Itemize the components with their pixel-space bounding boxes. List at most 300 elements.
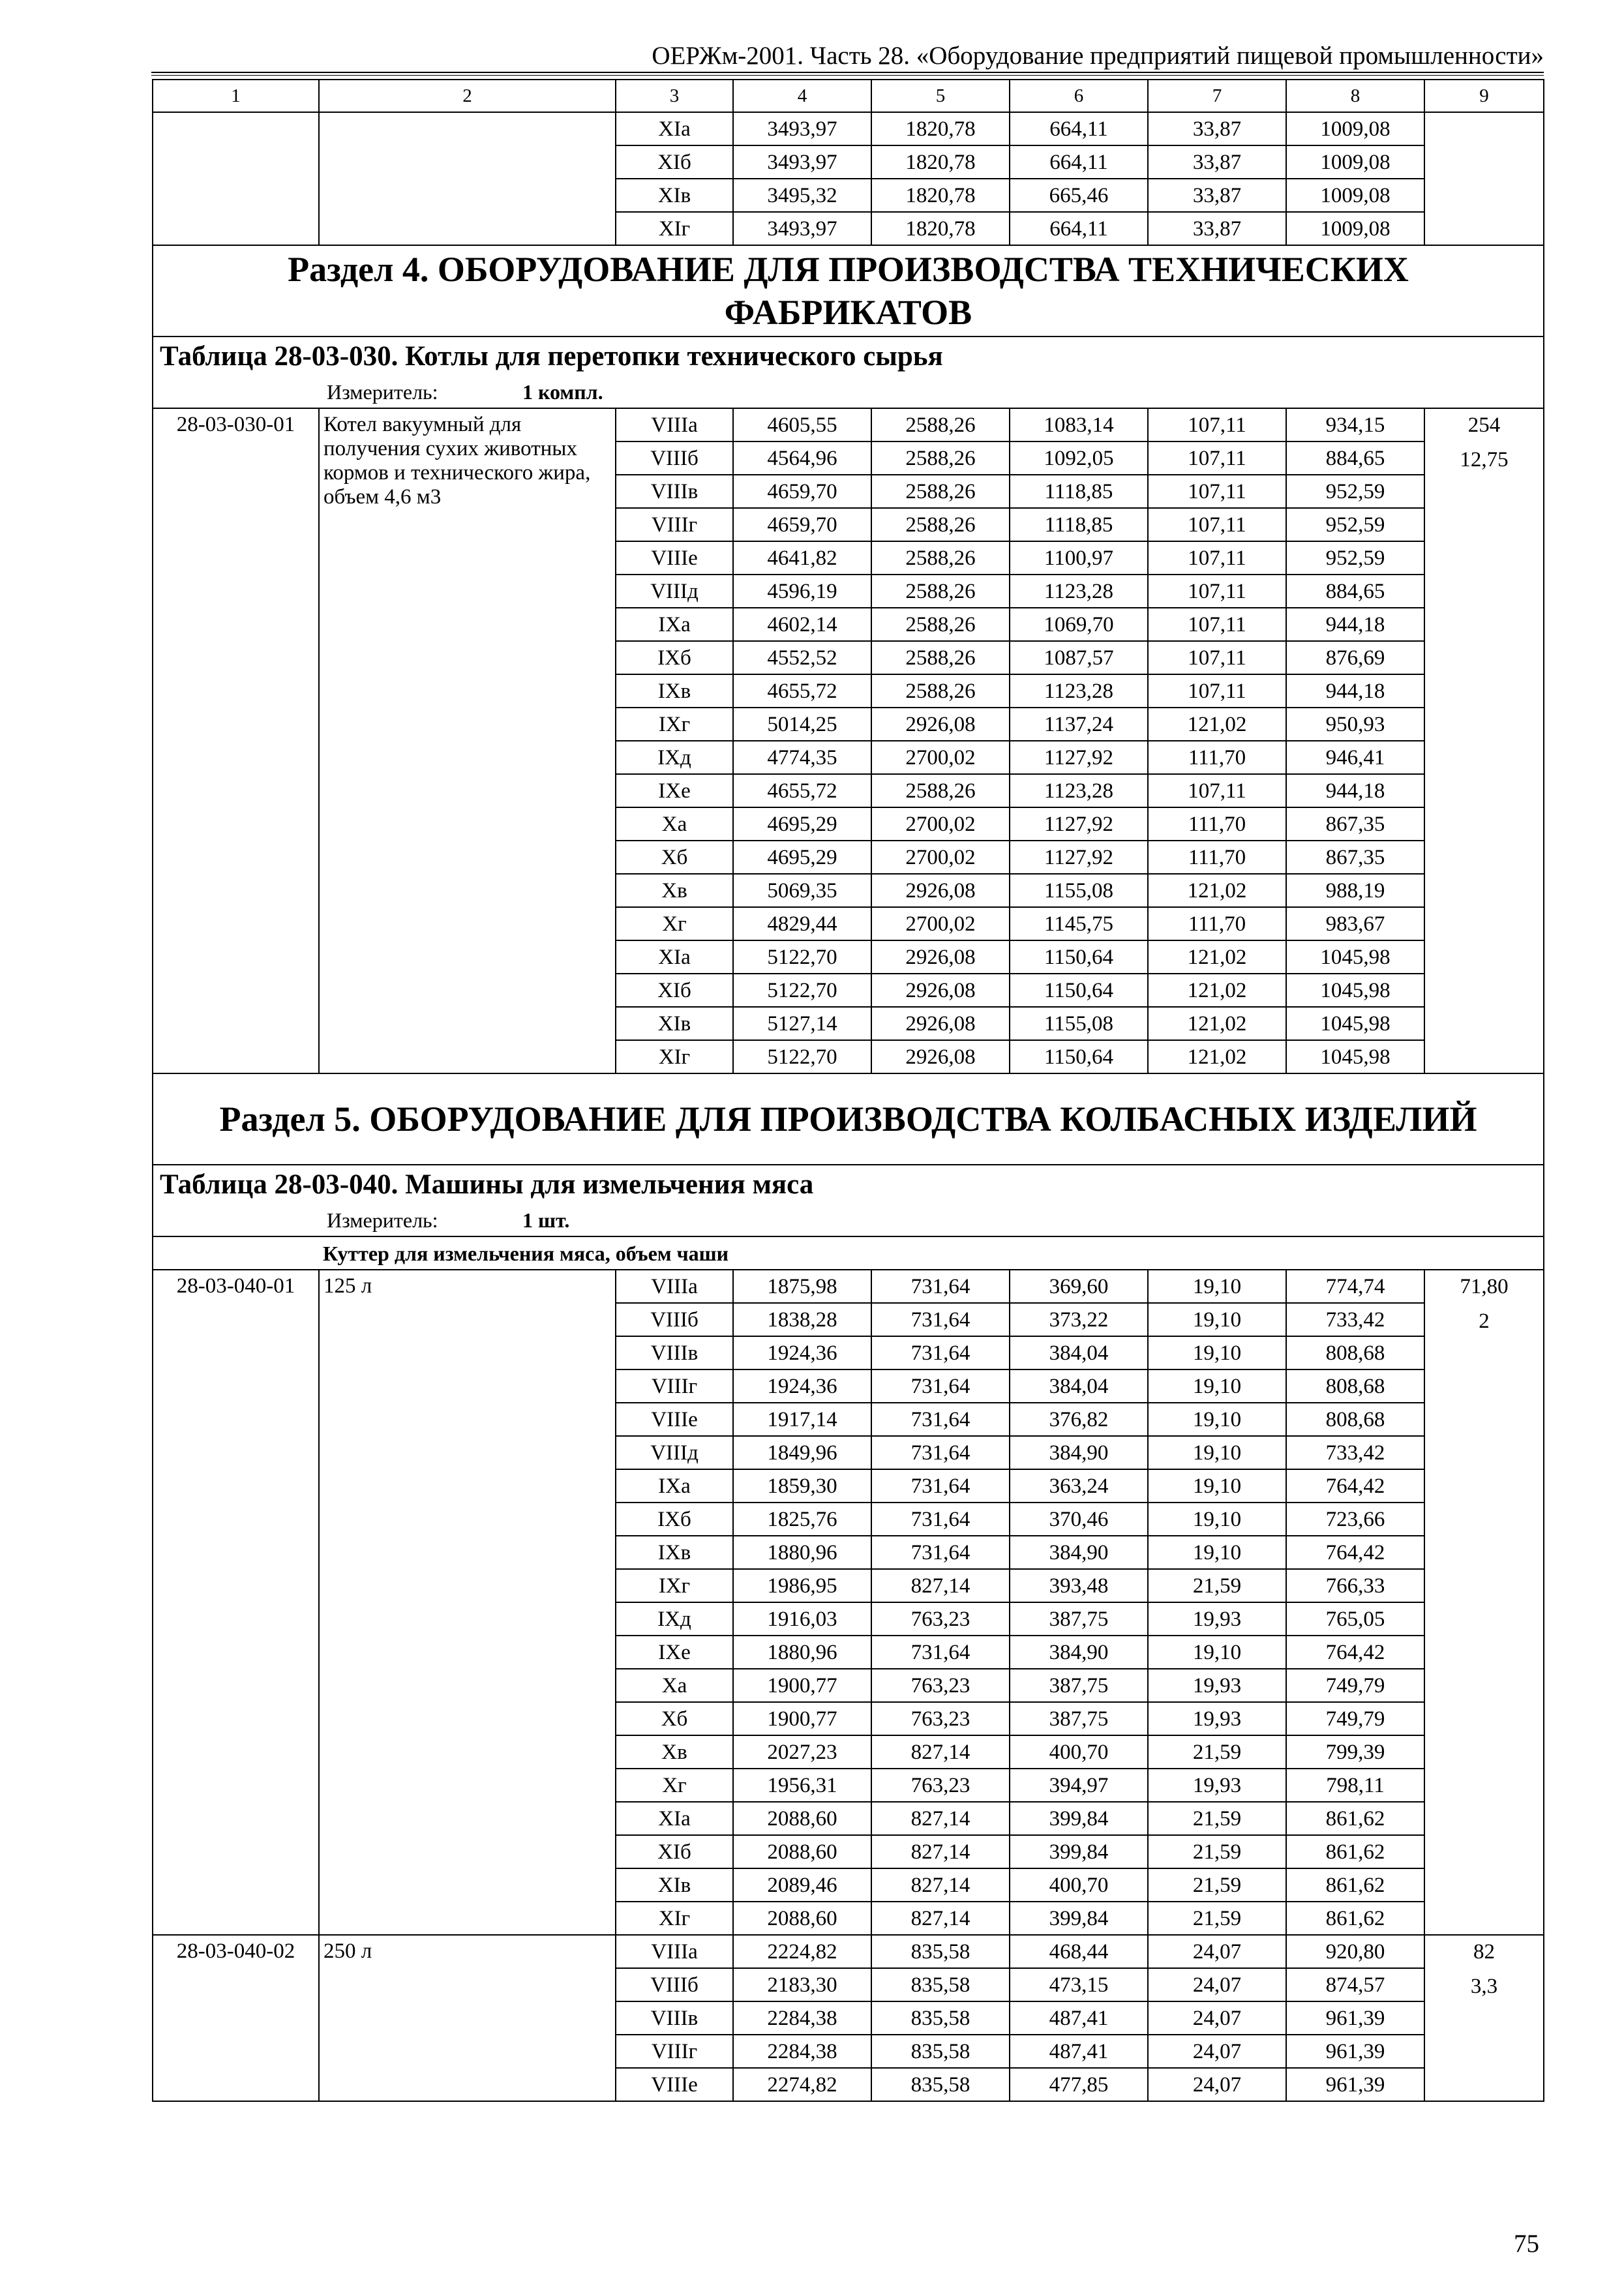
extra-value: 12,75 <box>1460 448 1509 471</box>
direct-cost-cell: 1900,77 <box>733 1702 871 1735</box>
zone-cell: IXе <box>616 1636 733 1669</box>
materials-cell: 723,66 <box>1286 1503 1424 1536</box>
operator-wages-cell: 19,10 <box>1148 1270 1286 1303</box>
section-title: Раздел 5. ОБОРУДОВАНИЕ ДЛЯ ПРОИЗВОДСТВА КОЛБАСНЫХ ИЗДЕЛИЙ <box>153 1073 1544 1165</box>
machine-cost-cell: 399,84 <box>1010 1902 1148 1935</box>
operator-wages-cell: 19,10 <box>1148 1403 1286 1436</box>
zone-cell: Xа <box>616 1669 733 1702</box>
direct-cost-cell: 1838,28 <box>733 1303 871 1336</box>
zone-cell: VIIIа <box>616 1935 733 1968</box>
materials-cell: 1009,08 <box>1286 145 1424 179</box>
wages-cell: 827,14 <box>871 1902 1010 1935</box>
wages-cell: 827,14 <box>871 1835 1010 1868</box>
column-number: 8 <box>1286 80 1424 112</box>
operator-wages-cell: 24,07 <box>1148 2035 1286 2068</box>
materials-cell: 764,42 <box>1286 1536 1424 1569</box>
wages-cell: 763,23 <box>871 1669 1010 1702</box>
measure-value: 1 компл. <box>522 380 603 404</box>
machine-cost-cell: 387,75 <box>1010 1669 1148 1702</box>
column-number: 3 <box>616 80 733 112</box>
item-description: 250 л <box>319 1935 616 2101</box>
wages-cell: 835,58 <box>871 2001 1010 2035</box>
measure-value: 1 шт. <box>522 1208 570 1232</box>
wages-cell: 2926,08 <box>871 1040 1010 1073</box>
operator-wages-cell: 19,93 <box>1148 1669 1286 1702</box>
zone-cell: VIIIб <box>616 1968 733 2001</box>
machine-cost-cell: 384,04 <box>1010 1336 1148 1369</box>
direct-cost-cell: 1924,36 <box>733 1336 871 1369</box>
direct-cost-cell: 5069,35 <box>733 874 871 907</box>
materials-cell: 765,05 <box>1286 1602 1424 1636</box>
machine-cost-cell: 664,11 <box>1010 212 1148 245</box>
machine-cost-cell: 477,85 <box>1010 2068 1148 2101</box>
materials-cell: 733,42 <box>1286 1303 1424 1336</box>
zone-cell: XIг <box>616 1040 733 1073</box>
materials-cell: 1045,98 <box>1286 1040 1424 1073</box>
machine-cost-cell: 1118,85 <box>1010 508 1148 541</box>
table-title-row <box>153 337 1544 376</box>
operator-wages-cell: 19,10 <box>1148 1503 1286 1536</box>
materials-cell: 766,33 <box>1286 1569 1424 1602</box>
zone-cell: XIв <box>616 1007 733 1040</box>
measure-label: Измеритель: <box>327 380 438 404</box>
machine-cost-cell: 400,70 <box>1010 1868 1148 1902</box>
wages-cell: 2588,26 <box>871 541 1010 575</box>
operator-wages-cell: 33,87 <box>1148 212 1286 245</box>
measure-cell <box>153 376 1544 408</box>
wages-cell: 2588,26 <box>871 608 1010 641</box>
column-number-row <box>153 80 1544 112</box>
machine-cost-cell: 393,48 <box>1010 1569 1148 1602</box>
materials-cell: 774,74 <box>1286 1270 1424 1303</box>
wages-cell: 731,64 <box>871 1336 1010 1369</box>
materials-cell: 733,42 <box>1286 1436 1424 1469</box>
direct-cost-cell: 4602,14 <box>733 608 871 641</box>
materials-cell: 961,39 <box>1286 2001 1424 2035</box>
machine-cost-cell: 1123,28 <box>1010 575 1148 608</box>
materials-cell: 950,93 <box>1286 708 1424 741</box>
item-description: Котел вакуумный для получения сухих животных кормов и технического жира, объем 4,6 м3 <box>319 408 616 1073</box>
materials-cell: 799,39 <box>1286 1735 1424 1769</box>
zone-cell: Xб <box>616 841 733 874</box>
table-row <box>153 408 1544 441</box>
machine-cost-cell: 1150,64 <box>1010 974 1148 1007</box>
direct-cost-cell: 2284,38 <box>733 2001 871 2035</box>
direct-cost-cell: 1875,98 <box>733 1270 871 1303</box>
direct-cost-cell: 1900,77 <box>733 1669 871 1702</box>
wages-cell: 731,64 <box>871 1403 1010 1436</box>
operator-wages-cell: 107,11 <box>1148 508 1286 541</box>
operator-wages-cell: 21,59 <box>1148 1802 1286 1835</box>
materials-cell: 952,59 <box>1286 541 1424 575</box>
zone-cell: IXд <box>616 1602 733 1636</box>
wages-cell: 731,64 <box>871 1270 1010 1303</box>
materials-cell: 1045,98 <box>1286 940 1424 974</box>
zone-cell: IXг <box>616 1569 733 1602</box>
measure-row <box>153 376 1544 408</box>
operator-wages-cell: 121,02 <box>1148 940 1286 974</box>
direct-cost-cell: 5014,25 <box>733 708 871 741</box>
wages-cell: 2588,26 <box>871 441 1010 475</box>
zone-cell: XIг <box>616 1902 733 1935</box>
direct-cost-cell: 2088,60 <box>733 1902 871 1935</box>
materials-cell: 952,59 <box>1286 508 1424 541</box>
extra-cell <box>1424 1270 1544 1935</box>
materials-cell: 946,41 <box>1286 741 1424 774</box>
machine-cost-cell: 387,75 <box>1010 1702 1148 1735</box>
operator-wages-cell: 33,87 <box>1148 112 1286 145</box>
machine-cost-cell: 1127,92 <box>1010 841 1148 874</box>
operator-wages-cell: 121,02 <box>1148 1007 1286 1040</box>
zone-cell: XIб <box>616 145 733 179</box>
extra-value: 3,3 <box>1470 1975 1498 1998</box>
zone-cell: VIIIв <box>616 2001 733 2035</box>
operator-wages-cell: 107,11 <box>1148 475 1286 508</box>
wages-cell: 2588,26 <box>871 641 1010 674</box>
direct-cost-cell: 5122,70 <box>733 940 871 974</box>
wages-cell: 827,14 <box>871 1802 1010 1835</box>
wages-cell: 2926,08 <box>871 708 1010 741</box>
wages-cell: 731,64 <box>871 1536 1010 1569</box>
item-code: 28-03-040-01 <box>153 1270 319 1935</box>
rates-table-body <box>153 80 1544 2101</box>
materials-cell: 961,39 <box>1286 2068 1424 2101</box>
zone-cell: VIIIв <box>616 1336 733 1369</box>
wages-cell: 2926,08 <box>871 1007 1010 1040</box>
wages-cell: 827,14 <box>871 1735 1010 1769</box>
column-number: 2 <box>319 80 616 112</box>
direct-cost-cell: 4641,82 <box>733 541 871 575</box>
wages-cell: 2588,26 <box>871 674 1010 708</box>
measure-cell <box>153 1204 1544 1236</box>
machine-cost-cell: 399,84 <box>1010 1802 1148 1835</box>
zone-cell: IXа <box>616 1469 733 1503</box>
wages-cell: 731,64 <box>871 1369 1010 1403</box>
materials-cell: 1045,98 <box>1286 1007 1424 1040</box>
zone-cell: VIIIг <box>616 1369 733 1403</box>
operator-wages-cell: 111,70 <box>1148 741 1286 774</box>
zone-cell: Xв <box>616 1735 733 1769</box>
materials-cell: 861,62 <box>1286 1802 1424 1835</box>
machine-cost-cell: 1123,28 <box>1010 774 1148 807</box>
direct-cost-cell: 1849,96 <box>733 1436 871 1469</box>
materials-cell: 1045,98 <box>1286 974 1424 1007</box>
materials-cell: 764,42 <box>1286 1636 1424 1669</box>
operator-wages-cell: 121,02 <box>1148 708 1286 741</box>
materials-cell: 861,62 <box>1286 1902 1424 1935</box>
operator-wages-cell: 19,93 <box>1148 1702 1286 1735</box>
machine-cost-cell: 400,70 <box>1010 1735 1148 1769</box>
machine-cost-cell: 1155,08 <box>1010 874 1148 907</box>
zone-cell: VIIIг <box>616 2035 733 2068</box>
extra-value: 82 <box>1473 1940 1495 1964</box>
machine-cost-cell: 1145,75 <box>1010 907 1148 940</box>
wages-cell: 2700,02 <box>871 807 1010 841</box>
section-title: Раздел 4. ОБОРУДОВАНИЕ ДЛЯ ПРОИЗВОДСТВА ТЕХНИЧЕСКИХ ФАБРИКАТОВ <box>153 245 1544 337</box>
table-title-row <box>153 1165 1544 1204</box>
zone-cell: XIа <box>616 1802 733 1835</box>
materials-cell: 944,18 <box>1286 674 1424 708</box>
direct-cost-cell: 1825,76 <box>733 1503 871 1536</box>
direct-cost-cell: 4655,72 <box>733 774 871 807</box>
operator-wages-cell: 24,07 <box>1148 2001 1286 2035</box>
direct-cost-cell: 4695,29 <box>733 841 871 874</box>
wages-cell: 1820,78 <box>871 179 1010 212</box>
direct-cost-cell: 2224,82 <box>733 1935 871 1968</box>
direct-cost-cell: 2183,30 <box>733 1968 871 2001</box>
zone-cell: IXа <box>616 608 733 641</box>
direct-cost-cell: 4695,29 <box>733 807 871 841</box>
machine-cost-cell: 387,75 <box>1010 1602 1148 1636</box>
operator-wages-cell: 21,59 <box>1148 1835 1286 1868</box>
column-number: 6 <box>1010 80 1148 112</box>
wages-cell: 2700,02 <box>871 741 1010 774</box>
direct-cost-cell: 4605,55 <box>733 408 871 441</box>
operator-wages-cell: 107,11 <box>1148 774 1286 807</box>
machine-cost-cell: 384,04 <box>1010 1369 1148 1403</box>
wages-cell: 2588,26 <box>871 475 1010 508</box>
operator-wages-cell: 111,70 <box>1148 907 1286 940</box>
direct-cost-cell: 1916,03 <box>733 1602 871 1636</box>
materials-cell: 874,57 <box>1286 1968 1424 2001</box>
wages-cell: 835,58 <box>871 2068 1010 2101</box>
direct-cost-cell: 4659,70 <box>733 475 871 508</box>
column-number: 7 <box>1148 80 1286 112</box>
operator-wages-cell: 33,87 <box>1148 145 1286 179</box>
wages-cell: 731,64 <box>871 1469 1010 1503</box>
direct-cost-cell: 4552,52 <box>733 641 871 674</box>
machine-cost-cell: 1137,24 <box>1010 708 1148 741</box>
zone-cell: IXд <box>616 741 733 774</box>
wages-cell: 1820,78 <box>871 145 1010 179</box>
zone-cell: VIIIе <box>616 1403 733 1436</box>
zone-cell: IXб <box>616 1503 733 1536</box>
direct-cost-cell: 5127,14 <box>733 1007 871 1040</box>
zone-cell: XIв <box>616 179 733 212</box>
operator-wages-cell: 107,11 <box>1148 641 1286 674</box>
materials-cell: 934,15 <box>1286 408 1424 441</box>
operator-wages-cell: 21,59 <box>1148 1868 1286 1902</box>
operator-wages-cell: 19,10 <box>1148 1536 1286 1569</box>
operator-wages-cell: 121,02 <box>1148 874 1286 907</box>
wages-cell: 2588,26 <box>871 774 1010 807</box>
extra-cell <box>1424 408 1544 1073</box>
wages-cell: 827,14 <box>871 1569 1010 1602</box>
table-title: Таблица 28-03-030. Котлы для перетопки технического сырья <box>153 337 1544 376</box>
machine-cost-cell: 376,82 <box>1010 1403 1148 1436</box>
operator-wages-cell: 21,59 <box>1148 1735 1286 1769</box>
zone-cell: VIIIд <box>616 575 733 608</box>
subgroup-row <box>153 1236 1544 1270</box>
machine-cost-cell: 1155,08 <box>1010 1007 1148 1040</box>
wages-cell: 2588,26 <box>871 508 1010 541</box>
zone-cell: VIIIа <box>616 1270 733 1303</box>
column-number: 4 <box>733 80 871 112</box>
machine-cost-cell: 487,41 <box>1010 2035 1148 2068</box>
operator-wages-cell: 107,11 <box>1148 441 1286 475</box>
machine-cost-cell: 1092,05 <box>1010 441 1148 475</box>
column-number: 1 <box>153 80 319 112</box>
direct-cost-cell: 1917,14 <box>733 1403 871 1436</box>
machine-cost-cell: 384,90 <box>1010 1636 1148 1669</box>
materials-cell: 988,19 <box>1286 874 1424 907</box>
column-number: 9 <box>1424 80 1544 112</box>
rates-table <box>152 79 1544 2102</box>
operator-wages-cell: 24,07 <box>1148 2068 1286 2101</box>
machine-cost-cell: 1083,14 <box>1010 408 1148 441</box>
item-code: 28-03-040-02 <box>153 1935 319 2101</box>
wages-cell: 763,23 <box>871 1769 1010 1802</box>
zone-cell: IXв <box>616 674 733 708</box>
zone-cell: VIIIг <box>616 508 733 541</box>
extra-value: 71,80 <box>1460 1275 1509 1298</box>
direct-cost-cell: 1924,36 <box>733 1369 871 1403</box>
machine-cost-cell: 384,90 <box>1010 1536 1148 1569</box>
machine-cost-cell: 664,11 <box>1010 112 1148 145</box>
materials-cell: 944,18 <box>1286 774 1424 807</box>
direct-cost-cell: 2088,60 <box>733 1835 871 1868</box>
direct-cost-cell: 4829,44 <box>733 907 871 940</box>
materials-cell: 808,68 <box>1286 1403 1424 1436</box>
operator-wages-cell: 24,07 <box>1148 1935 1286 1968</box>
zone-cell: VIIIд <box>616 1436 733 1469</box>
operator-wages-cell: 111,70 <box>1148 841 1286 874</box>
materials-cell: 920,80 <box>1286 1935 1424 1968</box>
extra-cell-empty <box>1424 112 1544 245</box>
materials-cell: 884,65 <box>1286 441 1424 475</box>
direct-cost-cell: 4564,96 <box>733 441 871 475</box>
materials-cell: 884,65 <box>1286 575 1424 608</box>
machine-cost-cell: 664,11 <box>1010 145 1148 179</box>
machine-cost-cell: 1087,57 <box>1010 641 1148 674</box>
direct-cost-cell: 4659,70 <box>733 508 871 541</box>
materials-cell: 861,62 <box>1286 1868 1424 1902</box>
operator-wages-cell: 107,11 <box>1148 541 1286 575</box>
zone-cell: IXг <box>616 708 733 741</box>
extra-value: 2 <box>1479 1309 1490 1333</box>
zone-cell: Xа <box>616 807 733 841</box>
code-cell-empty <box>153 112 319 245</box>
table-row <box>153 1935 1544 1968</box>
materials-cell: 749,79 <box>1286 1702 1424 1735</box>
direct-cost-cell: 4655,72 <box>733 674 871 708</box>
operator-wages-cell: 19,10 <box>1148 1436 1286 1469</box>
wages-cell: 835,58 <box>871 1935 1010 1968</box>
zone-cell: VIIIе <box>616 2068 733 2101</box>
operator-wages-cell: 21,59 <box>1148 1569 1286 1602</box>
wages-cell: 731,64 <box>871 1303 1010 1336</box>
wages-cell: 2926,08 <box>871 874 1010 907</box>
direct-cost-cell: 4596,19 <box>733 575 871 608</box>
direct-cost-cell: 1956,31 <box>733 1769 871 1802</box>
machine-cost-cell: 473,15 <box>1010 1968 1148 2001</box>
wages-cell: 2700,02 <box>871 841 1010 874</box>
machine-cost-cell: 1150,64 <box>1010 1040 1148 1073</box>
direct-cost-cell: 3495,32 <box>733 179 871 212</box>
extra-cell <box>1424 1935 1544 2101</box>
operator-wages-cell: 33,87 <box>1148 179 1286 212</box>
machine-cost-cell: 1118,85 <box>1010 475 1148 508</box>
materials-cell: 961,39 <box>1286 2035 1424 2068</box>
wages-cell: 835,58 <box>871 1968 1010 2001</box>
materials-cell: 798,11 <box>1286 1769 1424 1802</box>
materials-cell: 876,69 <box>1286 641 1424 674</box>
item-description: 125 л <box>319 1270 616 1935</box>
direct-cost-cell: 2284,38 <box>733 2035 871 2068</box>
machine-cost-cell: 1127,92 <box>1010 741 1148 774</box>
wages-cell: 763,23 <box>871 1602 1010 1636</box>
direct-cost-cell: 3493,97 <box>733 112 871 145</box>
table-row <box>153 112 1544 145</box>
operator-wages-cell: 24,07 <box>1148 1968 1286 2001</box>
operator-wages-cell: 121,02 <box>1148 1040 1286 1073</box>
section-title-row <box>153 1073 1544 1165</box>
section-title-row <box>153 245 1544 337</box>
operator-wages-cell: 121,02 <box>1148 974 1286 1007</box>
wages-cell: 1820,78 <box>871 112 1010 145</box>
measure-row <box>153 1204 1544 1236</box>
column-number: 5 <box>871 80 1010 112</box>
machine-cost-cell: 1127,92 <box>1010 807 1148 841</box>
item-code: 28-03-030-01 <box>153 408 319 1073</box>
direct-cost-cell: 2027,23 <box>733 1735 871 1769</box>
wages-cell: 2926,08 <box>871 940 1010 974</box>
operator-wages-cell: 19,10 <box>1148 1303 1286 1336</box>
zone-cell: VIIIе <box>616 541 733 575</box>
zone-cell: IXе <box>616 774 733 807</box>
table-row <box>153 1270 1544 1303</box>
direct-cost-cell: 2088,60 <box>733 1802 871 1835</box>
materials-cell: 944,18 <box>1286 608 1424 641</box>
zone-cell: VIIIа <box>616 408 733 441</box>
operator-wages-cell: 107,11 <box>1148 608 1286 641</box>
zone-cell: XIа <box>616 112 733 145</box>
direct-cost-cell: 1986,95 <box>733 1569 871 1602</box>
machine-cost-cell: 370,46 <box>1010 1503 1148 1536</box>
direct-cost-cell: 4774,35 <box>733 741 871 774</box>
operator-wages-cell: 19,93 <box>1148 1602 1286 1636</box>
operator-wages-cell: 19,10 <box>1148 1469 1286 1503</box>
materials-cell: 1009,08 <box>1286 112 1424 145</box>
wages-cell: 731,64 <box>871 1436 1010 1469</box>
operator-wages-cell: 19,10 <box>1148 1336 1286 1369</box>
zone-cell: VIIIб <box>616 441 733 475</box>
machine-cost-cell: 487,41 <box>1010 2001 1148 2035</box>
zone-cell: VIIIв <box>616 475 733 508</box>
machine-cost-cell: 468,44 <box>1010 1935 1148 1968</box>
materials-cell: 1009,08 <box>1286 179 1424 212</box>
direct-cost-cell: 2274,82 <box>733 2068 871 2101</box>
direct-cost-cell: 1880,96 <box>733 1636 871 1669</box>
direct-cost-cell: 2089,46 <box>733 1868 871 1902</box>
page-header: ОЕРЖм-2001. Часть 28. «Оборудование предприятий пищевой промышленности» <box>652 42 1544 70</box>
machine-cost-cell: 399,84 <box>1010 1835 1148 1868</box>
materials-cell: 808,68 <box>1286 1369 1424 1403</box>
direct-cost-cell: 1880,96 <box>733 1536 871 1569</box>
materials-cell: 952,59 <box>1286 475 1424 508</box>
operator-wages-cell: 107,11 <box>1148 575 1286 608</box>
description-cell-empty <box>319 112 616 245</box>
extra-value: 254 <box>1467 413 1501 437</box>
zone-cell: Xг <box>616 907 733 940</box>
wages-cell: 835,58 <box>871 2035 1010 2068</box>
machine-cost-cell: 1150,64 <box>1010 940 1148 974</box>
direct-cost-cell: 5122,70 <box>733 974 871 1007</box>
zone-cell: Xб <box>616 1702 733 1735</box>
wages-cell: 2926,08 <box>871 974 1010 1007</box>
materials-cell: 867,35 <box>1286 807 1424 841</box>
materials-cell: 983,67 <box>1286 907 1424 940</box>
